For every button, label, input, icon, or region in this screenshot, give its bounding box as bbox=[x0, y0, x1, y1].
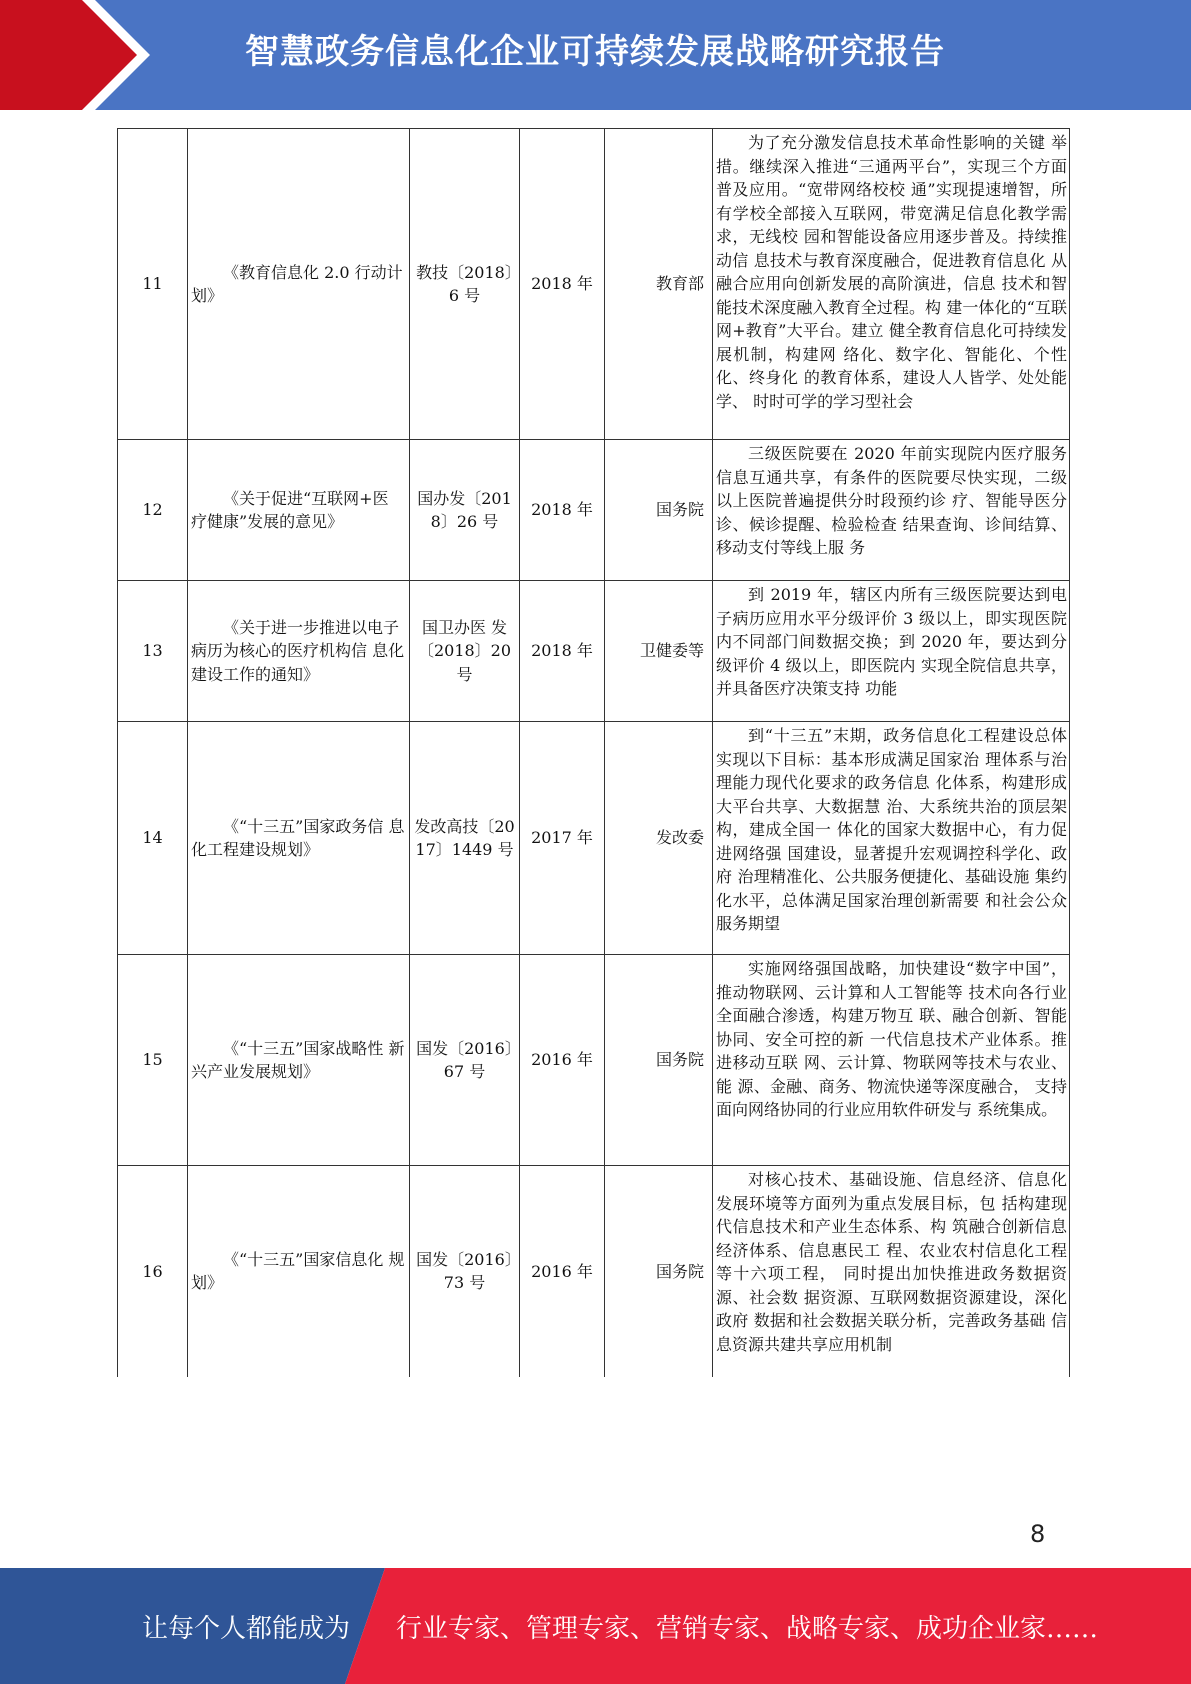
page-number: 8 bbox=[1030, 1520, 1046, 1548]
policy-title: 《“十三五”国家信息化 规划》 bbox=[188, 1166, 410, 1377]
policy-content: 为了充分激发信息技术革命性影响的关键 举措。继续深入推进“三通两平台”，实现三个方面普及应用。“宽带网络校校 通”实现提速增智，所有学校全部接入互联网，带宽满足信息化教学需求，无线校 园和智能设备应用逐步普及。持续推动信 息技术与教育深度融合，促进教育信息化 从融合应用向创新发展的高阶演进，信息 技术和智能技术深度融入教育全过程。构 建一体化的“互联网+教育”大平台。建立 健全教育信息化可持续发展机制，构建网 络化、数字化、智能化、个性化、终身化 的教育体系，建设人人皆学、处处能学、 时时可学的学习型社会 bbox=[713, 129, 1070, 440]
policy-content: 到“十三五”末期，政务信息化工程建设总体实现以下目标：基本形成满足国家治 理体系与治理能力现代化要求的政务信息 化体系，构建形成大平台共享、大数据慧 治、大系统共治的顶层架构，建成全国一 体化的国家大数据中心，有力促进网络强 国建设，显著提升宏观调控科学化、政府 治理精准化、公共服务便捷化、基础设施 集约化水平，总体满足国家治理创新需要 和社会公众服务期望 bbox=[713, 722, 1070, 955]
policy-title: 《“十三五”国家政务信 息化工程建设规划》 bbox=[188, 722, 410, 955]
policy-title: 《关于进一步推进以电子 病历为核心的医疗机构信 息化建设工作的通知》 bbox=[188, 581, 410, 722]
issuing-body: 发改委 bbox=[605, 722, 713, 955]
issue-year: 2018 年 bbox=[520, 129, 605, 440]
policy-content: 到 2019 年，辖区内所有三级医院要达到电 子病历应用水平分级评价 3 级以上，即实现医院内不同部门间数据交换；到 2020 年，要达到分级评价 4 级以上，即医院内 实现全院信息共享，并具备医疗决策支持 功能 bbox=[713, 581, 1070, 722]
issuing-body: 卫健委等 bbox=[605, 581, 713, 722]
footer-slogan-left: 让每个人都能成为 bbox=[142, 1614, 351, 1644]
table-row bbox=[118, 581, 1070, 722]
issue-year: 2018 年 bbox=[520, 581, 605, 722]
footer-slogan-right: 行业专家、管理专家、营销专家、战略专家、成功企业家…… bbox=[396, 1614, 1099, 1644]
policy-title: 《教育信息化 2.0 行动计 划》 bbox=[188, 129, 410, 440]
table-row bbox=[118, 1166, 1070, 1377]
issuing-body: 国务院 bbox=[605, 440, 713, 581]
issue-year: 2017 年 bbox=[520, 722, 605, 955]
issue-year: 2016 年 bbox=[520, 955, 605, 1166]
table-row bbox=[118, 722, 1070, 955]
issue-year: 2018 年 bbox=[520, 440, 605, 581]
row-number: 16 bbox=[118, 1166, 188, 1377]
document-number: 发改高技〔2017〕1449 号 bbox=[410, 722, 520, 955]
document-number: 国发〔2016〕73 号 bbox=[410, 1166, 520, 1377]
row-number: 11 bbox=[118, 129, 188, 440]
issuing-body: 国务院 bbox=[605, 1166, 713, 1377]
policy-content: 实施网络强国战略，加快建设“数字中国”，推动物联网、云计算和人工智能等 技术向各行业全面融合渗透，构建万物互 联、融合创新、智能协同、安全可控的新 一代信息技术产业体系。推进移动互联 网、云计算、物联网等技术与农业、能 源、金融、商务、物流快递等深度融合， 支持面向网络协同的行业应用软件研发与 系统集成。 bbox=[713, 955, 1070, 1166]
policy-content: 对核心技术、基础设施、信息经济、信息化发展环境等方面列为重点发展目标，包 括构建现代信息技术和产业生态体系、构 筑融合创新信息经济体系、信息惠民工 程、农业农村信息化工程等十六项工程， 同时提出加快推进政务数据资源、社会数 据资源、互联网数据资源建设，深化政府 数据和社会数据关联分析，完善政务基础 信息资源共建共享应用机制 bbox=[713, 1166, 1070, 1377]
page-header bbox=[0, 0, 1191, 110]
issuing-body: 教育部 bbox=[605, 129, 713, 440]
policy-title: 《“十三五”国家战略性 新兴产业发展规划》 bbox=[188, 955, 410, 1166]
policy-title: 《关于促进“互联网+医 疗健康”发展的意见》 bbox=[188, 440, 410, 581]
document-number: 教技〔2018〕6 号 bbox=[410, 129, 520, 440]
row-number: 14 bbox=[118, 722, 188, 955]
table-row bbox=[118, 129, 1070, 440]
table-row bbox=[118, 955, 1070, 1166]
row-number: 15 bbox=[118, 955, 188, 1166]
document-number: 国卫办医 发〔2018〕20 号 bbox=[410, 581, 520, 722]
header-arrow-decoration bbox=[0, 0, 150, 110]
issuing-body: 国务院 bbox=[605, 955, 713, 1166]
policy-table bbox=[117, 128, 1070, 1377]
page-footer bbox=[0, 1568, 1191, 1684]
row-number: 13 bbox=[118, 581, 188, 722]
row-number: 12 bbox=[118, 440, 188, 581]
table-row bbox=[118, 440, 1070, 581]
document-number: 国发〔2016〕67 号 bbox=[410, 955, 520, 1166]
policy-content: 三级医院要在 2020 年前实现院内医疗服务 信息互通共享，有条件的医院要尽快实现，二级以上医院普遍提供分时段预约诊 疗、智能导医分诊、候诊提醒、检验检查 结果查询、诊间结算、移动支付等线上服 务 bbox=[713, 440, 1070, 581]
header-title: 智慧政务信息化企业可持续发展战略研究报告 bbox=[245, 32, 945, 72]
document-number: 国办发〔2018〕26 号 bbox=[410, 440, 520, 581]
issue-year: 2016 年 bbox=[520, 1166, 605, 1377]
